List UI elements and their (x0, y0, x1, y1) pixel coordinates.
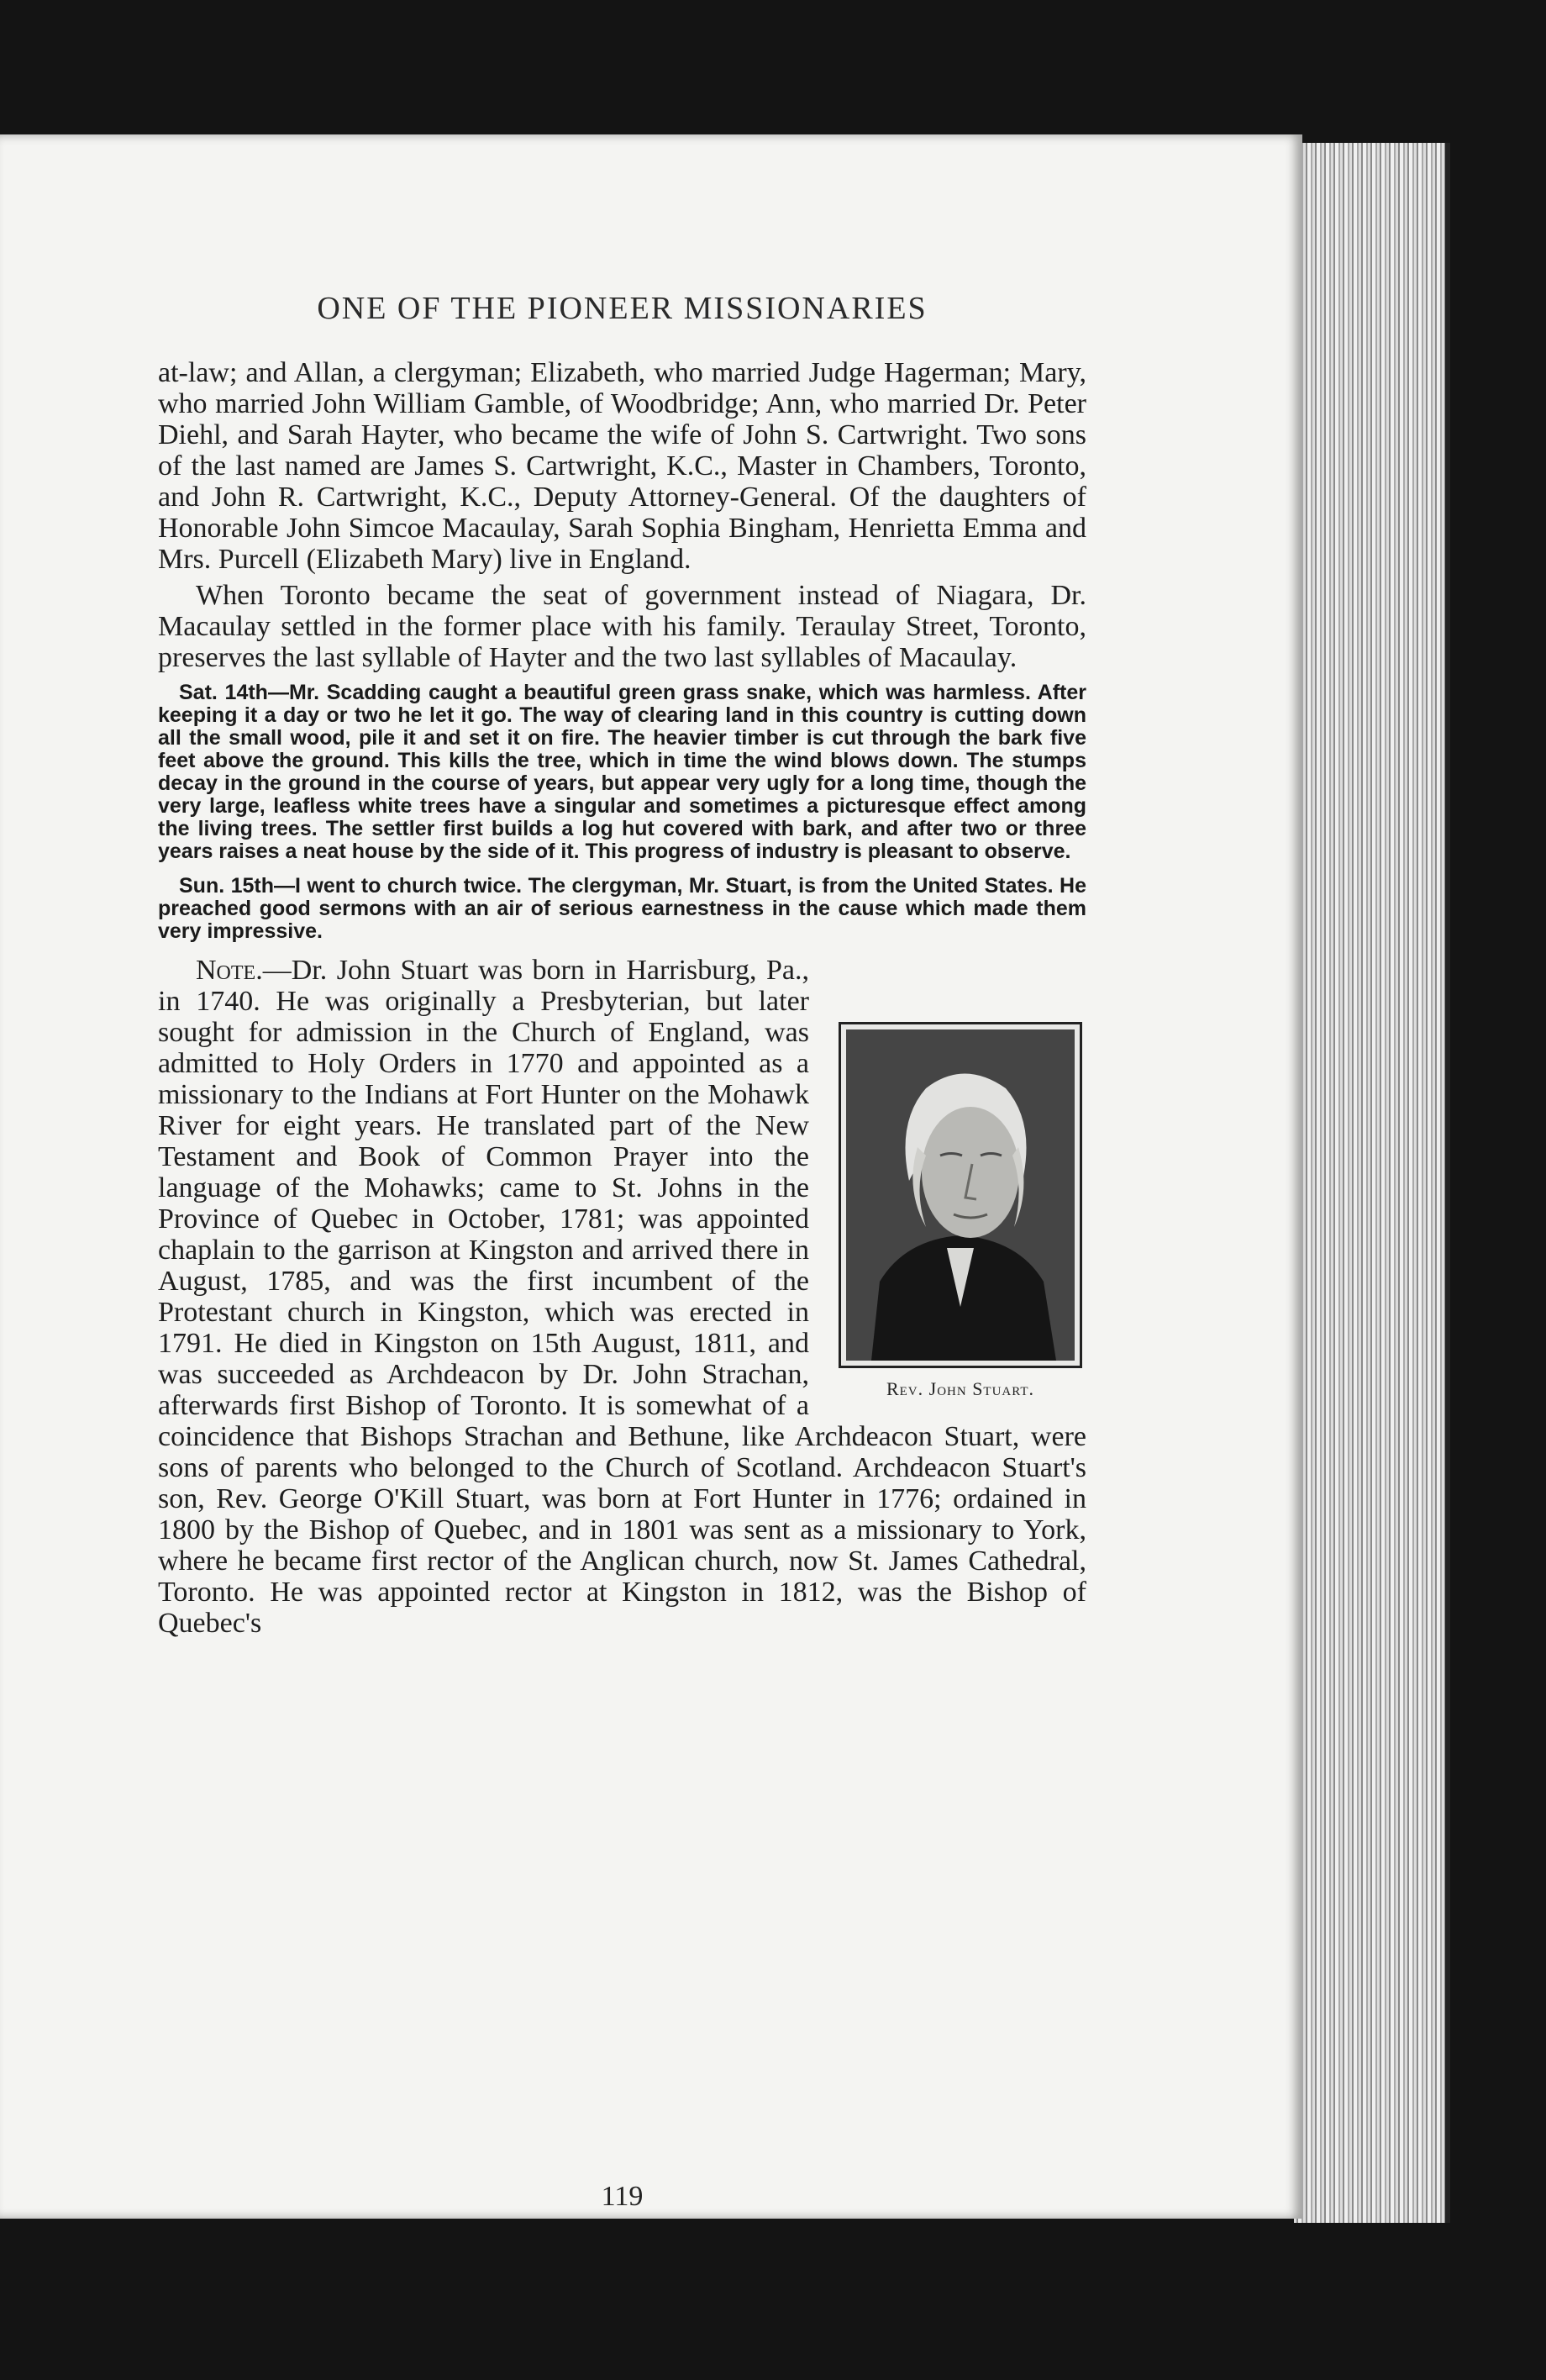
journal-entry-sunday: Sun. 15th—I went to church twice. The clergyman, Mr. Stuart, is from the United States. He preached good sermons with an air of serious earnestness in the cause which made them very impressive. (158, 874, 1086, 943)
note-block (158, 955, 1086, 1639)
portrait-figure (834, 1022, 1086, 1400)
note-text: —Dr. John Stuart was born in Harrisburg, Pa., in 1740. He was originally a Presbyterian, but later sought for admission in the Church of England, was admitted to Holy Orders in 1770 and appointed as a missionary to the Indians at Fort Hunter on the Mohawk River for eight years. He translated part of the New Testament and Book of Common Prayer into the language of the Mohawks; came to St. Johns in the Province of Quebec in October, 1781; was appointed chaplain to the garrison at Kingston and arrived there in August, 1785, and was the first incumbent of the Protestant church in Kingston, which was erected in 1791. He died in Kingston on 15th August, 1811, and was succeeded as Archdeacon by Dr. John Strachan, afterwards first Bishop of Toronto. It is somewhat of a coincidence that Bishops Strachan and Bethune, like Archdeacon Stuart, were sons of parents who belonged to the Church of Scotland. Archdeacon Stuart's son, Rev. George O'Kill Stuart, was born at Fort Hunter in 1776; ordained in 1800 by the Bishop of Quebec, and in 1801 was sent as a missionary to York, where he became first rector of the Anglican church, now St. James Cathedral, Toronto. He was appointed rector at Kingston in 1812, was the Bishop of Quebec's (158, 955, 1086, 1639)
portrait-caption: Rev. John Stuart. (886, 1378, 1035, 1399)
note-label: Note. (196, 955, 263, 986)
portrait-image (846, 1029, 1075, 1361)
paragraph-toronto: When Toronto became the seat of government instead of Niagara, Dr. Macaulay settled in the former place with his family. Teraulay Street, Toronto, preserves the last syllable of Hayter and the two last syllables of Macaulay. (158, 580, 1086, 673)
page-number: 119 (601, 2181, 644, 2212)
paragraph-genealogy: at-law; and Allan, a clergyman; Elizabeth, who married Judge Hagerman; Mary, who married John William Gamble, of Woodbridge; Ann, who married Dr. Peter Diehl, and Sarah Hayter, who became the wife of John S. Cartwright. Two sons of the last named are James S. Cartwright, K.C., Master in Chambers, Toronto, and John R. Cartwright, K.C., Deputy Attorney-General. Of the daughters of Honorable John Simcoe Macaulay, Sarah Sophia Bingham, Henrietta Emma and Mrs. Purcell (Elizabeth Mary) live in England. (158, 357, 1086, 575)
running-head: ONE OF THE PIONEER MISSIONARIES (317, 291, 928, 326)
journal-entry-saturday: Sat. 14th—Mr. Scadding caught a beautiful green grass snake, which was harmless. After keeping it a day or two he let it go. The way of clearing land in this country is cutting down all the small wood, pile it and set it on fire. The heavier timber is cut through the bark five feet above the ground. This kills the tree, which in time the wind blows down. The stumps decay in the ground in the course of years, but appear very ugly for a long time, though the very large, leafless white trees have a singular and sometimes a picturesque effect among the living trees. The settler first builds a log hut covered with bark, and after two or three years raises a neat house by the side of it. This progress of industry is pleasant to observe. (158, 681, 1086, 863)
portrait-frame (839, 1022, 1082, 1368)
page-edges (1294, 143, 1450, 2223)
page-content (158, 357, 1086, 1639)
